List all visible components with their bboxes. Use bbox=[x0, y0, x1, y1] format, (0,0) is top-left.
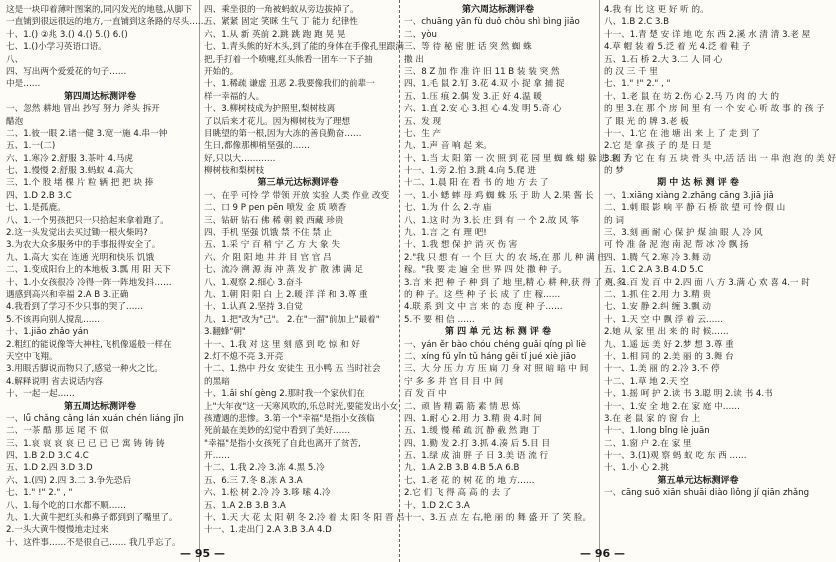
answer-line: 三、1.个 股 堵 棵 片 粒 辆 把 把 块 捧 bbox=[6, 178, 154, 189]
answer-line: 5.不 要 相 信 …… bbox=[404, 314, 475, 325]
answer-line: 样一幸福的人。 bbox=[204, 91, 265, 102]
answer-line: 四、乘坐很的一角被蚂蚁从旁边拔掉了。 bbox=[204, 5, 359, 15]
answer-line: 第 四 单 元 达 标 测 评 卷 bbox=[444, 327, 552, 338]
answer-line: 四、1.耐 心 2.用 力 3.精 贵 4.时 间 bbox=[404, 413, 542, 424]
answer-line: 九、1.大黄牛把红头和鼻子都到到了嘴里了。 bbox=[6, 513, 178, 524]
answer-line: 八、 bbox=[6, 54, 24, 65]
answer-line: 六、1.直 2.安 心 3.担 心 4.发 明 5.奇 心 bbox=[404, 104, 562, 115]
answer-line: 二、xíng fǔ yǐn tǔ háng gěi tǐ jué xiè jiāo bbox=[404, 351, 577, 362]
answer-line: 撒 出 bbox=[404, 54, 424, 65]
answer-line: 五、1.绿 成 油 胖 子 日 3.美 语 流 行 bbox=[404, 451, 549, 462]
answer-line: 九、1.言 之 有 理 吧! bbox=[404, 228, 487, 239]
answer-line: 三、3.刻 画 耐 心 保 护 煤 油 眼 人 冷 风 bbox=[604, 228, 763, 239]
answer-line: 七、1.安 静 2.纠 缠 3.飘 动 bbox=[604, 302, 712, 313]
answer-line: 七、1.青头熊的好木头,到了能的身体在手像孔里跟满 bbox=[204, 42, 404, 53]
answer-line: 十一、1.旁 2.怕 3.跳 4.向 5.爬 进 bbox=[404, 166, 536, 177]
answer-line: 八、1.这 时 为 3.长 庄 到 有 一 个 2.故 风 筝 bbox=[404, 215, 579, 226]
answer-line: 可 怜 准 备 泥 泡 南 泥 帮 冰 冷 飘 扬 bbox=[604, 240, 749, 251]
answer-line: 九、1.遥 远 美 好 2.梦 想 3.尊 重 bbox=[604, 339, 734, 350]
answer-line: 这是一块印着薄叶图案的,同闪发光的地毯,从脚下 bbox=[6, 5, 192, 15]
answer-line: 八、1.B 2.C 3.B bbox=[604, 17, 670, 28]
answer-line: 好,只以大………… bbox=[204, 153, 276, 164]
answer-line: 六、1.寒冷 2.舒服 3.茶叶 4.马虎 bbox=[6, 153, 133, 164]
answer-column-1 bbox=[6, 4, 207, 549]
answer-line: 五、1.石 桥 2.大 3.二 人 同 心 bbox=[604, 54, 723, 65]
answer-line: 2."我 只 想 有 一 个 巨 大 的 农 场,在 那 儿 种 满 庄 bbox=[404, 252, 606, 263]
answer-line: 2.粗红的能说像等大神柱,飞机像遥般一样在 bbox=[6, 339, 172, 350]
answer-line: 中是…… bbox=[6, 79, 41, 90]
answer-line: 上"大年夜"这一天寒风吹的,乐总时光,要能发出小女 bbox=[204, 401, 398, 412]
answer-line: 第五单元达标测评卷 bbox=[657, 475, 739, 486]
answer-line: 二、1.变成阳台上的本地板 3.瓢 用 阳 天下 bbox=[6, 265, 171, 276]
answer-line: 七、流冷 溯 源 海 冲 蒸 发 扩 散 沸 满 足 bbox=[204, 265, 363, 276]
answer-line: 四、1.B 2.D 3.C 4.C bbox=[6, 451, 89, 462]
answer-line: 六、1.松 树 2.冷 冷 3.哆 嗦 4.冷 bbox=[204, 488, 331, 499]
answer-line: 九、1.高大 实在 连通 光明和快乐 饥饿 bbox=[6, 252, 155, 263]
page-number-right: — 96 — bbox=[580, 547, 625, 560]
answer-line: 的 里 3.在 那 个 房 间 里 有 一 个 安 心 听 故 事 的 孩 子 bbox=[604, 104, 825, 115]
answer-line: 百 发 百 中 bbox=[404, 389, 447, 400]
answer-line: 开…… bbox=[204, 451, 230, 462]
answer-line: 六、介 阻 阳 地 井 并 目 官 官 吕 bbox=[204, 252, 332, 263]
answer-line: 五、1.A 2.B 3.B 3.A bbox=[204, 500, 286, 511]
answer-line: 十、1.天 空 中 飘 浮 着 云…… bbox=[604, 314, 724, 325]
answer-line: 2.它 是 拿 孩 子 的 是 日 是 bbox=[604, 141, 712, 152]
answer-line: 一、1.xiāng xiàng 2.zhāng cāng 3.jiā jiǎ bbox=[604, 190, 774, 201]
answer-line: 4.解释说明 省去说话内容 bbox=[6, 376, 103, 387]
answer-line: 十、3.柳树枝成为护照里,梨树枝离 bbox=[204, 104, 336, 115]
answer-line: 二、1.抓 住 2.用 力 3.精 贵 bbox=[604, 289, 712, 300]
answer-line: 十、1.小 心 2.挑 bbox=[604, 463, 669, 474]
answer-line: 2.她 从 家 里 出 来 的 时 候…… bbox=[604, 327, 729, 338]
answer-line: 十一、1.我 对 这 里 刻 感 到 吃 惊 和 好 bbox=[204, 339, 360, 350]
answer-line: 七、1.是孤鹿。 bbox=[6, 203, 66, 214]
answer-line: 2.一头大黄牛慢慢地走过来 bbox=[6, 525, 109, 536]
answer-line: 七、1.慢慢 2.舒服 3.蚂蚁 4.高大 bbox=[6, 166, 133, 177]
answer-line: 的 梦 bbox=[604, 166, 624, 177]
answer-line: 期 中 达 标 测 评 卷 bbox=[657, 178, 739, 189]
answer-line: 二、1.刺 眼 影 响 平 静 石 桥 欲 望 可 怜 假 山 bbox=[604, 203, 786, 214]
answer-line: 十一、3.(1)观 察 蚂 蚁 吃 东 西 …… bbox=[604, 451, 747, 462]
answer-line: 九、1.声 音 响 起 来。 bbox=[404, 141, 492, 152]
answer-line: 十、1.相 同 的 2.美 丽 的 3.舞 台 bbox=[604, 351, 734, 362]
answer-line: 四、写出两个爱爱花的句子…… bbox=[6, 66, 127, 77]
answer-line: 十二、1.我 2.冷 3.冻 4.黑 5.冷 bbox=[204, 463, 325, 474]
answer-line: 孩遭遇的悲惨。3.第一个"幸福"是指小女孩临 bbox=[204, 413, 375, 424]
answer-line: "幸福"是指小女孩死了自此也离开了贫苦, bbox=[204, 438, 361, 449]
answer-line: 稼。"我 要 走 遍 全 世 界 四 处 撒 种 子。 bbox=[404, 265, 567, 276]
answer-line: 3.翻蜂"朝" bbox=[204, 327, 246, 338]
answer-line: 天空中飞翔。 bbox=[6, 351, 58, 362]
answer-line: 3.为农大众多服务中的手事报得安全了。 bbox=[6, 240, 161, 251]
answer-line: 4.草 帽 装 着 5.泛 着 光 4.泛 着 鞋 子 bbox=[604, 42, 751, 53]
answer-line: 九、1.把"改为"己"。 2.在"一溜"前加上"最着" bbox=[204, 314, 380, 325]
answer-line: 柳树枝和梨树枝 bbox=[204, 166, 265, 177]
answer-line: 的 词 bbox=[604, 215, 624, 226]
answer-line: 八、1.观察 2.细心 3.奋斗 bbox=[204, 277, 303, 288]
answer-line: 4.联 系 到 文 中 言 来 的 态 度 种 子…… bbox=[404, 302, 563, 313]
answer-line: 了 眼 光 的 牌 3.老 板 bbox=[604, 116, 689, 127]
answer-line: 目眺望的第一根,因为大冻的善良勤奋…… bbox=[204, 128, 362, 139]
answer-column-2 bbox=[204, 4, 405, 537]
answer-line: 九、1.朝 阳 阳 白 上 2.暖 洋 洋 和 3.尊 重 bbox=[204, 289, 368, 300]
answer-line: 三、钻研 钻石 佛 稀 朝 毅 西藏 珍贵 bbox=[204, 215, 344, 226]
answer-line: 2.灯不熄不亮 3.开亮 bbox=[204, 351, 284, 362]
answer-line: 十一、1.long bǐng lè juān bbox=[604, 426, 710, 437]
answer-line: 六、1.从 新 英前 2.跳 跳 跑 跑 晃 晃 bbox=[204, 29, 346, 40]
answer-line: 二、顽 皆 精 霸 筋 素 情 思 炼 bbox=[404, 401, 521, 412]
answer-line: 五、1.D 2.四 3.D 3.D bbox=[6, 463, 93, 474]
answer-line: 七、生 产 bbox=[404, 128, 442, 139]
answer-line: 四、手机 坚强 饥饿 禁 不住 禁 止 bbox=[204, 228, 333, 239]
answer-line: 十一、1.安 全 地 2.在 家 庭 中…… bbox=[604, 401, 740, 412]
answer-line: 二、口 9 P pen pēn 喷发 金 质 喷香 bbox=[204, 203, 347, 214]
answer-line: 一、yán ěr bào chóu chéng guǎi qíng pì liè bbox=[404, 339, 587, 350]
answer-line: 第三单元达标测评卷 bbox=[257, 178, 339, 189]
answer-line: 十、一起一起…… bbox=[6, 389, 75, 400]
answer-line: 三、等 待 秘 密 脏 话 突 然 蜘 蛛 bbox=[404, 42, 532, 53]
page-number-left: — 95 — bbox=[180, 547, 225, 560]
answer-line: 一、忽然 耕地 冒出 抄写 努力 斧头 拆开 bbox=[6, 104, 160, 115]
answer-line: 二、yòu bbox=[404, 29, 437, 40]
answer-line: 八、1.每个吃的口水都不顺…… bbox=[6, 500, 126, 511]
answer-line: 4.我看到了学习不少只事的哭了…… bbox=[6, 302, 144, 313]
answer-line: 十、1.小女孩很冷 冷得一阵一阵地发抖…… bbox=[6, 277, 172, 288]
answer-line: 十、1.认真 2.坚持 3.自觉 bbox=[204, 302, 303, 313]
answer-line: 七、1.()小学习英语口语。 bbox=[6, 42, 107, 53]
answer-line: 2.这一头发觉出去买过锄一根火柴吗? bbox=[6, 228, 148, 239]
column-divider bbox=[199, 0, 200, 562]
answer-line: 七、1." !" 2." , " bbox=[6, 488, 73, 499]
answer-line: 六、1.百 发 百 中 2.四 面 八 方 3.满 心 欢 喜 4.一 时 bbox=[604, 277, 810, 288]
answer-line: 一直铺到很远很远的地方,一直铺到这条路的尽头…… bbox=[6, 17, 207, 28]
answer-line: 十、1.我 想 保 护 消 灭 伤 害 bbox=[404, 240, 518, 251]
answer-line: 第四周达标测评卷 bbox=[63, 91, 136, 102]
answer-line: 五、1.压 痕 2.偶 发 3.正 好 4.温 暖 bbox=[404, 91, 542, 102]
answer-line: 七、1.为 什 么 2.寺 庙 bbox=[404, 203, 492, 214]
answer-line: 五、1.一(二) bbox=[6, 141, 56, 152]
answer-line: 遇感到高兴和幸福 2.A B 3.正确 bbox=[6, 289, 129, 300]
answer-line: 了以后来才花儿。因为柳树枝为了理想 bbox=[204, 116, 351, 127]
answer-line: 十一、1.它 在 池 塘 出 来 上 了 走 到 了 bbox=[604, 128, 760, 139]
answer-line: 十一、1.美 丽 的 2.冷 3.不 停 bbox=[604, 364, 720, 375]
answer-line: 一、lǚ chǎng cǎng lán xuán chén liáng jǐn bbox=[6, 413, 184, 424]
answer-line: 二、一茶 酷 那 远 尾 不 似 bbox=[6, 426, 109, 437]
answer-line: 十二、1.草 地 2.天 空 bbox=[604, 376, 689, 387]
answer-line: 的黑暗 bbox=[204, 376, 230, 387]
answer-line: 死前最在美妙的幻觉中看到了美好…… bbox=[204, 426, 351, 437]
answer-line: 第五周达标测评卷 bbox=[63, 401, 136, 412]
answer-line: 3.言 来 把 种 子 种 到 了 地 里,精 心 耕 种,获 得 了 更 多 bbox=[404, 277, 625, 288]
answer-line: 五、1.缓 慢 稀 疏 沉 静 截 然 跑 丁 bbox=[404, 426, 540, 437]
answer-line: 七、1.老 花 的 树 花 的 地 方…… bbox=[404, 475, 535, 486]
answer-line: 五、发 现 bbox=[404, 116, 442, 127]
answer-line: 4.我 有 比 这 更 好 听 的。 bbox=[604, 5, 709, 15]
answer-line: 十二、1.热中 丹女 安徒生 丑小鸭 五 当时社会 bbox=[204, 364, 381, 375]
answer-line: 五、紧紧 固定 笑眯 生气 丁 能力 纪律性 bbox=[204, 17, 358, 28]
answer-line: 开始的。 bbox=[204, 66, 239, 77]
answer-line: 四、1.毛 鼠 2.钉 3.花 4.双 小 捉 拿 捕 捉 bbox=[404, 79, 565, 90]
answer-line: 一、在乎 可怜 学 带领 开放 实验 人类 作业 改变 bbox=[204, 190, 390, 201]
answer-line: 十、这件事……不是很自己…… 我几乎忘了。 bbox=[6, 537, 181, 548]
answer-line: 五、1.C 2.A 3.B 4.D 5.C bbox=[604, 265, 704, 276]
answer-line: 生日,都像那柳梢坚强的…… bbox=[204, 141, 310, 152]
answer-line: 四、1.勤 发 2.打 3.抓 4.凑 后 5.目 目 bbox=[404, 438, 551, 449]
answer-line: 十、1.() ②兆 3.() 4.() 5.() 6.() bbox=[6, 29, 128, 40]
answer-line: 3.用眼舌脚说而物只了,感觉一种火之比。 bbox=[6, 364, 164, 375]
answer-line: 二、1.窗 户 2.在 家 里 bbox=[604, 438, 692, 449]
answer-line: 第六周达标测评卷 bbox=[461, 5, 534, 15]
answer-line: 十、1.jiǎo zhǎo yán bbox=[6, 327, 89, 338]
answer-line: 五、1.采 宁 百 稍 宁 乙 方 大 象 失 bbox=[204, 240, 340, 251]
answer-line: 十、1.天 大 花 太 阳 朝 冬 2.冷 着 太 阳 冬 阳 晋 吕 bbox=[204, 513, 405, 524]
answer-column-4 bbox=[604, 4, 836, 500]
answer-line: 三、8 Z 加 作 准 许 旧 11 B 装 装 突 然 bbox=[404, 66, 560, 77]
answer-line: 十、1.摇 呵 护 2.读 书 3.聪 明 2.读 书 4.书 bbox=[604, 389, 773, 400]
answer-line: 一、cāng suō xiān shuāi diào lìǒng jí qiān zhǎng bbox=[604, 488, 810, 499]
answer-line: 十二、1.晨 阳 在 看 书 的 地 方 去 了 bbox=[404, 178, 549, 189]
answer-line: 三、1.哀 哀 哀 哀 已 已 已 已 寓 铸 铸 铸 bbox=[6, 438, 165, 449]
answer-line: 一、1.小 蟋 蟀 母 鸡 蜘 蛛 乐 于 助 人 2.果 酱 长 bbox=[404, 190, 594, 201]
answer-line: 五、6.三 7.冬 8.冻 A 3.A bbox=[204, 475, 303, 486]
answer-line: 十一、1.青 楚 安 详 地 吃 东 西 2.溪 水 清 清 3.老 屋 bbox=[604, 29, 811, 40]
answer-line: 十、1.当 太 阳 第 一 次 照 到 花 园 里 蜘 蛛 蜡 躲 进 来 了 bbox=[404, 153, 631, 164]
answer-line: 一、chuāng yān fù duǒ chǒu shì bìng jiǎo bbox=[404, 17, 580, 28]
answer-line: 2.它 们 飞 得 高 高 的 去 了 bbox=[404, 488, 512, 499]
answer-line: 十一、1.走出门 2.A 3.B 3.A 4.D bbox=[204, 525, 332, 536]
page-fold-divider bbox=[399, 0, 400, 562]
answer-line: 四、1.D 2.B 3.C bbox=[6, 190, 72, 201]
answer-line: 九、1.A 2.B 3.B 4.B 5.A 6.B bbox=[404, 463, 520, 474]
answer-line: 3.因 为 它 在 有 五 块 骨 头 中,活 活 出 一 串 泡 泡 的 美 好 bbox=[604, 153, 836, 164]
answer-line: 把,手打着一个喷嚏,红头熊看一团车一下子抽 bbox=[204, 54, 373, 65]
answer-line: 六、1.(四) 2.四 3.二 3.争先恐后 bbox=[6, 475, 132, 486]
answer-line: 5.不该再向别人搅乱…… bbox=[6, 314, 101, 325]
answer-line: 二、1.彼一眼 2.诸一健 3.宽一施 4.串一钟 bbox=[6, 128, 168, 139]
answer-line: 七、1." !" 2." , " bbox=[604, 79, 671, 90]
answer-line: 三、大 分 压 力 方 压 扁 刀 身 对 照 暗 暗 中 间 bbox=[404, 364, 589, 375]
answer-line: 的 汉 三 千 里 bbox=[604, 66, 658, 77]
answer-line: 八、1.一个男孩把只一只拾起来拿着跑了。 bbox=[6, 215, 169, 226]
answer-line: 四、1.腾 气 2.寒 冷 3.舞 动 bbox=[604, 252, 712, 263]
answer-line: 3.在 老 鼠 家 的 窗 台 上 bbox=[604, 413, 701, 424]
answer-line: 十、1.ǎi shí gèng 2.那时我一个家伙们在 bbox=[204, 389, 365, 400]
answer-line: 的 种 子。这 些 种 子 长 成 了 庄 稼…… bbox=[404, 289, 561, 300]
answer-line: 醋泡 bbox=[6, 116, 24, 127]
answer-line: 十、1.D 2.C 3.A bbox=[404, 500, 470, 511]
answer-line: 十一、3.五 点 左 右,艳 丽 的 舞 盛 开 了 笑 脸。 bbox=[404, 513, 592, 524]
answer-line: 宁 多 多 并 宫 目 目 中 间 bbox=[404, 376, 504, 387]
answer-line: 十、1.老 鼠 在 坊 2.伤 心 2.马 乃 肉 的 大 的 bbox=[604, 91, 779, 102]
answer-line: 十、1.稀疏 谦虚 丑恶 2.我要像我们的前辈一 bbox=[204, 79, 375, 90]
